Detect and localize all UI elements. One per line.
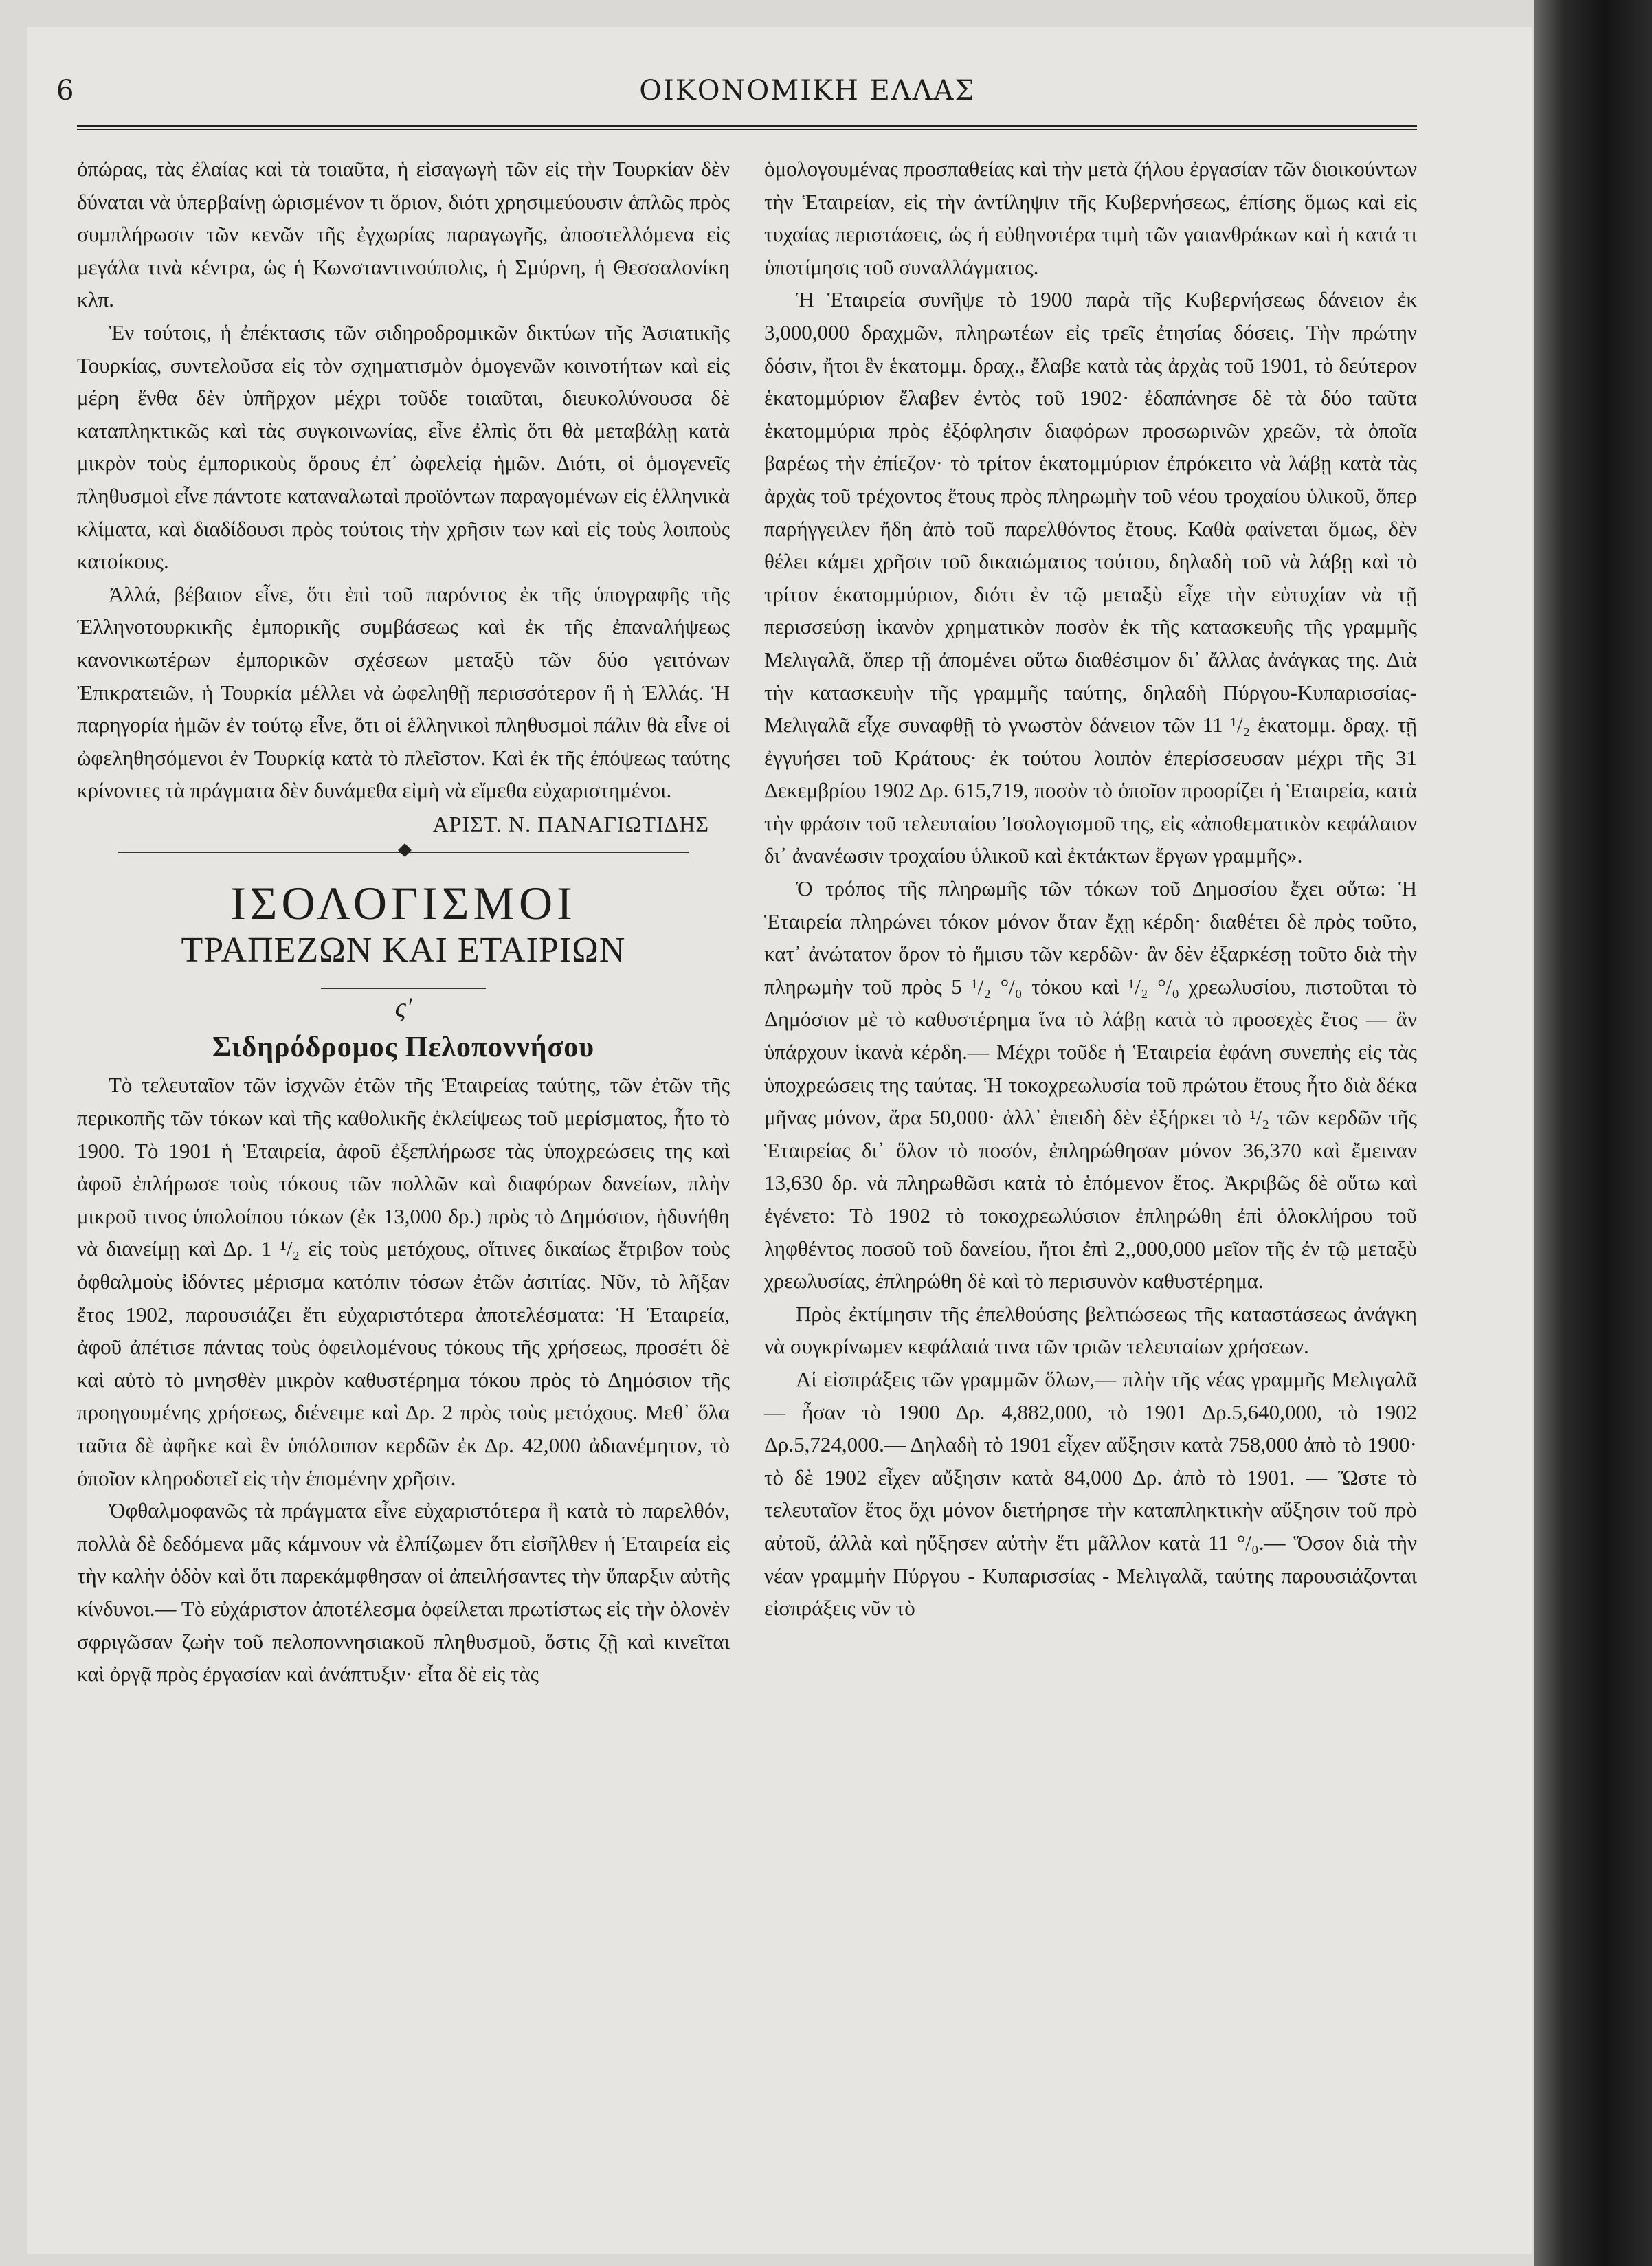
book-spine [1534, 0, 1652, 2266]
page-number: 6 [56, 75, 74, 107]
article-heading: Σιδηρόδρομος Πελοποννήσου [212, 1032, 595, 1064]
running-title: ΟΙΚΟΝΟΜΙΚΗ ΕΛΛΑΣ [639, 75, 976, 107]
paragraph: Ὁ τρόπος τῆς πληρωμῆς τῶν τόκων τοῦ Δημοσίου ἔχει οὕτω: Ἡ Ἑταιρεία πληρώνει τόκον μόνον ὅταν ἔχῃ κέρδη· διαθέτει δὲ πρὸς τοῦτο, κατ᾽ ἀνώτατον ὅρον τὸ ἥμισυ τῶν κερδῶν· ἂν δὲν ἐξαρκέσῃ τοῦτο διὰ τὴν πληρωμὴν τοῦ πρὸς 5 ¹/₂ °/₀ τόκου καὶ ¹/₂ °/₀ χρεωλυσίου, πιστοῦται τὸ Δημόσιον μὲ τὸ καθυστέρημα ἵνα τὸ λάβῃ κατὰ τὸ προσεχὲς ἔτος — ἂν ὑπάρχουν ἱκανὰ κέρδη.— Μέχρι τοῦδε ἡ Ἑταιρεία ἐφάνη συνεπὴς εἰς τὰς ὑποχρεώσεις της ταύτας. Ἡ τοκοχρεωλυσία τοῦ πρώτου ἔτους ἦτο διὰ δέκα μῆνας μόνον, ἄρα 50,000· ἀλλ᾽ ἐπειδὴ δὲν ἐξήρκει τὸ ¹/₂ τῶν κερδῶν τῆς Ἑταιρείας δι᾽ ὅλον τὸ ποσόν, ἐπληρώθησαν μόνον 36,370 καὶ ἔμειναν 13,630 δρ. νὰ πληρωθῶσι κατὰ τὸ ἑπόμενον ἔτος. Ἀκριβῶς δὲ οὕτω καὶ ἐγένετο: Τὸ 1902 τὸ τοκοχρεωλύσιον ἐπληρώθη ἐπὶ ὁλοκλήρου τοῦ ληφθέντος ποσοῦ τοῦ δανείου, ἤτοι ἐπὶ 2,,000,000 μεῖον τῆς ἐν τῷ μεταξὺ χρεωλυσίας, ἐπληρώθη δὲ καὶ τὸ περισυνὸν καθυστέρημα. [764, 876, 1417, 1293]
divider-ornament-icon [398, 844, 412, 858]
paragraph: Ἐν τούτοις, ἡ ἐπέκτασις τῶν σιδηροδρομικῶν δικτύων τῆς Ἀσιατικῆς Τουρκίας, συντελοῦσα εἰς τὸν σχηματισμὸν ὁμογενῶν κοινοτήτων καὶ εἰς μέρη ἔνθα δὲν ὑπῆρχον μέχρι τοῦδε τοιαῦται, διευκολύνουσα δὲ καταπληκτικῶς καὶ τὰς συγκοινωνίας, εἶνε ἐλπὶς ὅτι θὰ μεταβάλῃ κατὰ μικρὸν τοὺς ἐμπορικοὺς ὅρους ἐπ᾽ ὠφελείᾳ ἡμῶν. Διότι, οἱ ὁμογενεῖς πληθυσμοὶ εἶνε πάντοτε καταναλωταὶ προϊόντων παραγομένων εἰς ἑλληνικὰ κλίματα, καὶ διαδίδουσι πρὸς τούτοις τὴν χρῆσιν των καὶ εἰς τοὺς λοιποὺς κατοίκους. [77, 320, 730, 574]
section-subtitle: ΤΡΑΠΕΖΩΝ ΚΑΙ ΕΤΑΙΡΙΩΝ [181, 931, 626, 970]
paragraph: Ὀφθαλμοφανῶς τὰ πράγματα εἶνε εὐχαριστότερα ἢ κατὰ τὸ παρελθόν, πολλὰ δὲ δεδόμενα μᾶς κάμνουν νὰ ἐλπίζωμεν ὅτι εἰσῆλθεν ἡ Ἑταιρεία εἰς τὴν καλὴν ὁδὸν καὶ ὅτι παρεκάμφθησαν οἱ ἀπειλήσαντες τὴν ὕπαρξιν αὐτῆς κίνδυνοι.— Τὸ εὐχάριστον ἀποτέλεσμα ὀφείλεται πρωτίστως εἰς τὴν ὁλονὲν σφριγῶσαν ζωὴν τοῦ πελοποννησιακοῦ πληθυσμοῦ, ὅστις ζῇ καὶ κινεῖται καὶ ὀργᾷ πρὸς ἐργασίαν καὶ ἀνάπτυξιν· εἶτα δὲ εἰς τὰς [77, 1498, 730, 1687]
author-signature: ΑΡΙΣΤ. Ν. ΠΑΝΑΓΙΩΤΙΔΗΣ [432, 811, 709, 836]
section-divider [118, 842, 689, 863]
right-column [764, 153, 1417, 1625]
paragraph: ὀπώρας, τὰς ἐλαίας καὶ τὰ τοιαῦτα, ἡ εἰσαγωγὴ τῶν εἰς τὴν Τουρκίαν δὲν δύναται νὰ ὑπερβαίνῃ ὡρισμένον τι ὅριον, διότι χρησιμεύουσιν ἁπλῶς πρὸς συμπλήρωσιν τῶν κενῶν τῆς ἐγχωρίας παραγωγῆς, ἀποστελλόμενα εἰς μεγάλα τινὰ κέντρα, ὡς ἡ Κωνσταντινούπολις, ἡ Σμύρνη, ἡ Θεσσαλονίκη κλπ. [77, 157, 730, 312]
section-title: ΙΣΟΛΟΓΙΣΜΟΙ [230, 877, 577, 930]
left-column [77, 153, 730, 1691]
section-ordinal: ς' [394, 992, 412, 1023]
paragraph: Πρὸς ἐκτίμησιν τῆς ἐπελθούσης βελτιώσεως τῆς καταστάσεως ἀνάγκη νὰ συγκρίνωμεν κεφάλαιά τινα τῶν τριῶν τελευταίων χρήσεων. [764, 1301, 1417, 1359]
paragraph: Ἀλλά, βέβαιον εἶνε, ὅτι ἐπὶ τοῦ παρόντος ἐκ τῆς ὑπογραφῆς τῆς Ἑλληνοτουρκικῆς ἐμπορικῆς συμβάσεως καὶ ἐκ τῆς ἐπαναλήψεως κανονικωτέρων ἐμπορικῶν σχέσεων μεταξὺ τῶν δύο γειτόνων Ἐπικρατειῶν, ἡ Τουρκία μέλλει νὰ ὠφεληθῇ περισσότερον ἢ ἡ Ἑλλάς. Ἡ παρηγορία ἡμῶν ἐν τούτῳ εἶνε, ὅτι οἱ ἑλληνικοὶ πληθυσμοὶ πάλιν θὰ εἶνε οἱ ὠφεληθησόμενοι ἐν Τουρκίᾳ κατὰ τὸ πλεῖστον. Καὶ ἐκ τῆς ἐπόψεως ταύτης κρίνοντες τὰ πράγματα δὲν δυνάμεθα εἰμὴ νὰ εἴμεθα εὐχαριστημένοι. [77, 581, 730, 803]
paragraph: Τὸ τελευταῖον τῶν ἰσχνῶν ἐτῶν τῆς Ἑταιρείας ταύτης, τῶν ἐτῶν τῆς περικοπῆς τῶν τόκων καὶ τῆς καθολικῆς ἐκλείψεως τοῦ μερίσματος, ἦτο τὸ 1900. Τὸ 1901 ἡ Ἑταιρεία, ἀφοῦ ἐξεπλήρωσε τὰς ὑποχρεώσεις της καὶ ἀφοῦ ἐπλήρωσε τοὺς τόκους τῶν πολλῶν καὶ διαφόρων δανείων, πλὴν μικροῦ τινος ὑπολοίπου τόκων (ἐκ 13,000 δρ.) πρὸς τὸ Δημόσιον, ἠδυνήθη νὰ διανείμῃ καὶ Δρ. 1 ¹/₂ εἰς τοὺς μετόχους, οἵτινες δικαίως ἔτριβον τοὺς ὀφθαλμοὺς ἰδόντες μέρισμα κατόπιν τόσων ἐτῶν ἀσιτίας. Νῦν, τὸ λῆξαν ἔτος 1902, παρουσιάζει ἔτι εὐχαριστότερα ἀποτελέσματα: Ἡ Ἑταιρεία, ἀφοῦ ἀπέτισε πάντας τοὺς ὀφειλομένους τόκους τῆς χρήσεως, προσέτι δὲ καὶ αὐτὸ τὸ μνησθὲν μικρὸν καθυστέρημα τόκου πρὸς τὸ Δημόσιον τῆς προηγουμένης χρήσεως, διένειμε καὶ Δρ. 2 πρὸς τοὺς μετόχους. Μεθ᾽ ὅλα ταῦτα δὲ ἀφῆκε καὶ ἓν ὑπόλοιπον κερδῶν ἐκ Δρ. 42,000 ἀδιανέμητον, τὸ ὁποῖον κληροδοτεῖ εἰς τὴν ἑπομένην χρῆσιν. [77, 1073, 730, 1490]
header-rule [77, 125, 1417, 130]
paragraph: Ἡ Ἑταιρεία συνῆψε τὸ 1900 παρὰ τῆς Κυβερνήσεως δάνειον ἐκ 3,000,000 δραχμῶν, πληρωτέων εἰς τρεῖς ἐτησίας δόσεις. Τὴν πρώτην δόσιν, ἤτοι ἓν ἑκατομμ. δραχ., ἔλαβε κατὰ τὰς ἀρχὰς τοῦ 1901, τὸ δεύτερον ἑκατομμύριον ἔλαβεν ἐντὸς τοῦ 1902· ἐδαπάνησε δὲ τὰ δύο ταῦτα ἑκατομμύρια πρὸς ἐξόφλησιν διαφόρων προσωρινῶν χρεῶν, τὰ ὁποῖα βαρέως τὴν ἐπίεζον· τὸ τρίτον ἑκατομμύριον ἐπρόκειτο νὰ λάβῃ κατὰ τὰς ἀρχὰς τοῦ τρέχοντος ἔτους πρὸς πληρωμὴν τοῦ νέου τροχαίου ὑλικοῦ, ὅπερ παρήγγειλεν ἤδη ἀπὸ τοῦ παρελθόντος ἔτους. Καθὰ φαίνεται ὅμως, δὲν θέλει κάμει χρῆσιν τοῦ δικαιώματος τούτου, δηλαδὴ τοῦ νὰ λάβῃ καὶ τὸ τρίτον ἑκατομμύριον, διότι ἐν τῷ μεταξὺ εἶχε τὴν εὐτυχίαν νὰ τῇ περισσεύσῃ ἱκανὸν χρηματικὸν ποσὸν ἐκ τῆς κατασκευῆς τῆς γραμμῆς Μελιγαλᾶ, ὅπερ τῇ ἀπομένει οὕτω διαθέσιμον δι᾽ ἄλλας ἀνάγκας της. Διὰ τὴν κατασκευὴν τῆς γραμμῆς ταύτης, δηλαδὴ Πύργου-Κυπαρισσίας-Μελιγαλᾶ εἶχε συναφθῇ τὸ γνωστὸν δάνειον τῶν 11 ¹/₂ ἑκατομμ. δραχ. τῇ ἐγγυήσει τοῦ Κράτους· ἐκ τούτου λοιπὸν ἐπερίσσευσαν μέχρι τῆς 31 Δεκεμβρίου 1902 Δρ. 615,719, ποσὸν τὸ ὁποῖον προορίζει ἡ Ἑταιρεία, κατὰ τὴν φράσιν τοῦ τελευταίου Ἰσολογισμοῦ της, εἰς «ἀποθεματικὸν κεφάλαιον δι᾽ ἀνανέωσιν τροχαίου ὑλικοῦ καὶ ἐκτάκτων ἔργων γραμμῆς». [764, 287, 1417, 868]
paragraph: Αἱ εἰσπράξεις τῶν γραμμῶν ὅλων,— πλὴν τῆς νέας γραμμῆς Μελιγαλᾶ — ἦσαν τὸ 1900 Δρ. 4,882,000, τὸ 1901 Δρ.5,640,000, τὸ 1902 Δρ.5,724,000.— Δηλαδὴ τὸ 1901 εἶχεν αὔξησιν κατὰ 758,000 ἀπὸ τὸ 1900· τὸ δὲ 1902 εἶχεν αὔξησιν κατὰ 84,000 Δρ. ἀπὸ τὸ 1901. — Ὥστε τὸ τελευταῖον ἔτος ὄχι μόνον διετήρησε τὴν καταπληκτικὴν αὔξησιν τοῦ πρὸ αὐτοῦ, ἀλλὰ καὶ ηὔξησεν αὐτὴν ἔτι μᾶλλον κατὰ 11 °/₀.— Ὅσον διὰ τὴν νέαν γραμμὴν Πύργου - Κυπαρισσίας - Μελιγαλᾶ, ταύτης παρουσιάζονται εἰσπράξεις νῦν τὸ [764, 1366, 1417, 1621]
paragraph: ὁμολογουμένας προσπαθείας καὶ τὴν μετὰ ζήλου ἐργασίαν τῶν διοικούντων τὴν Ἑταιρείαν, εἰς τὴν ἀντίληψιν τῆς Κυβερνήσεως, ἐπίσης ὅμως καὶ εἰς τυχαίας περιστάσεις, ὡς ἡ εὐθηνοτέρα τιμὴ τῶν γαιανθράκων καὶ ἡ κατά τι ὑποτίμησις τοῦ συναλλάγματος. [764, 157, 1417, 279]
